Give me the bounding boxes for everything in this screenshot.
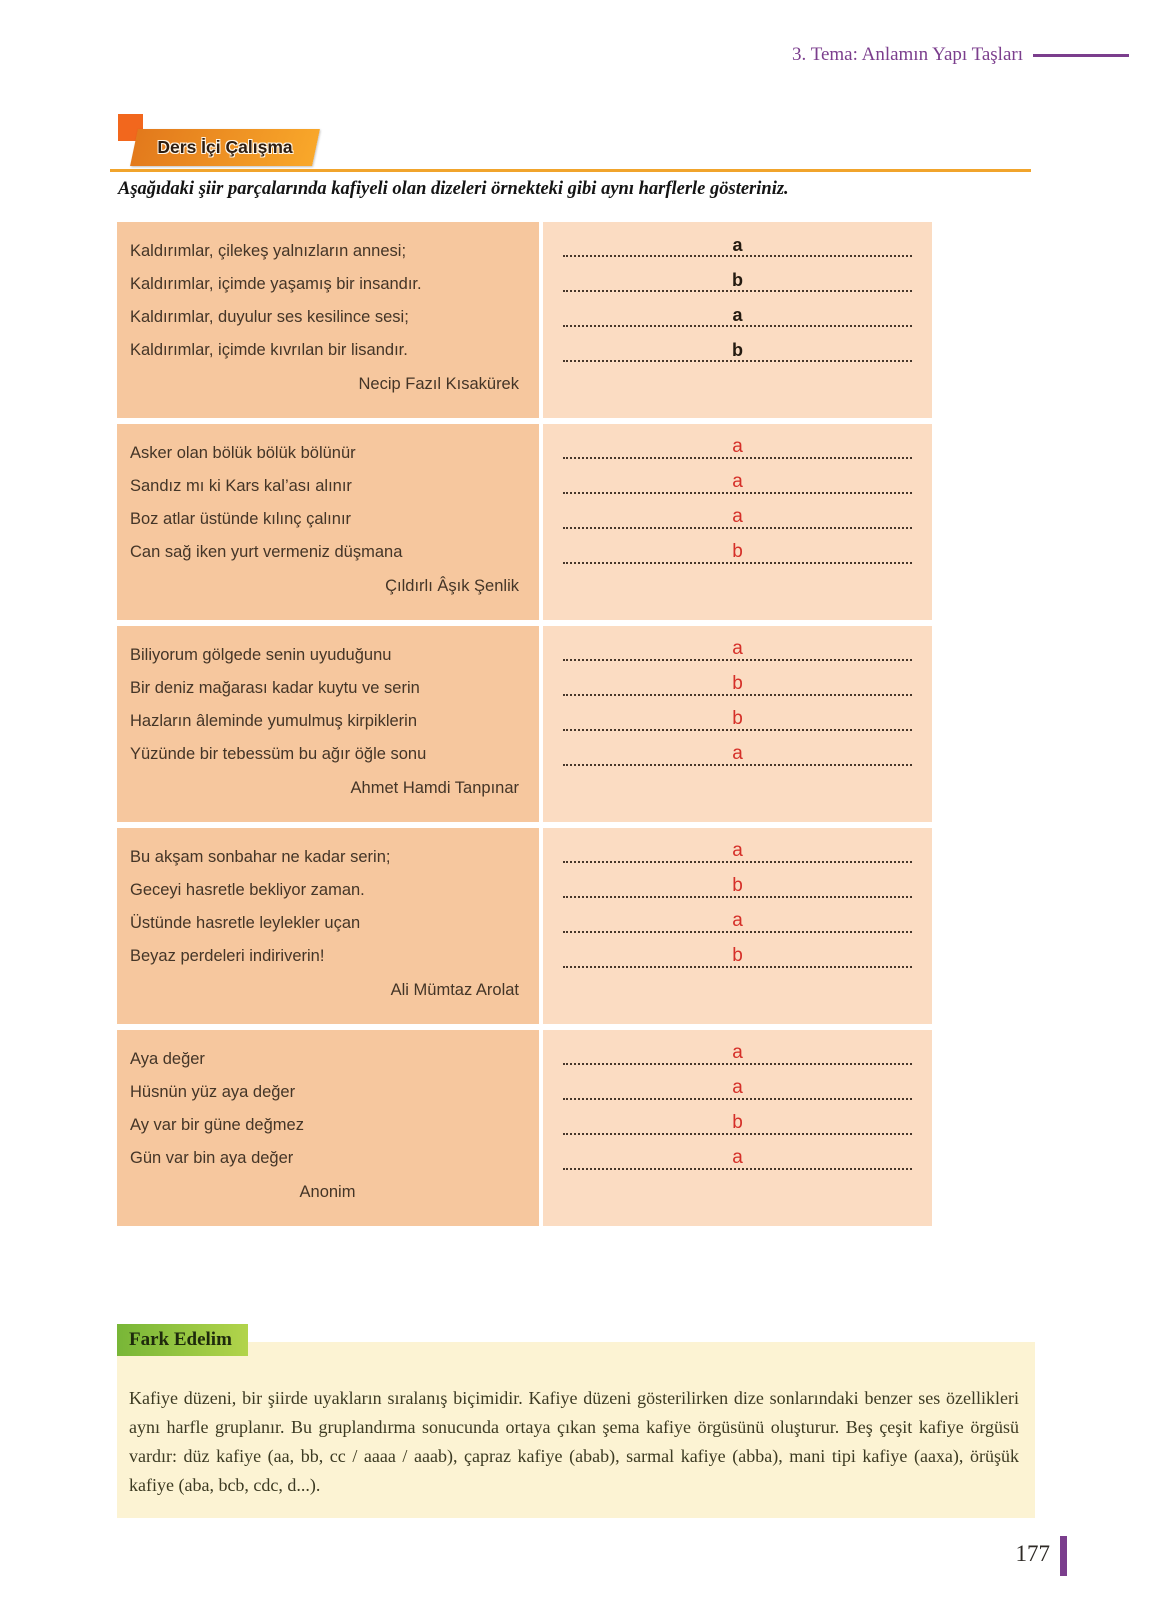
poem-text-cell xyxy=(117,1030,539,1226)
poem-line: Üstünde hasretle leylekler uçan xyxy=(130,914,361,932)
answer-slot xyxy=(563,731,912,766)
answer-letter: b xyxy=(732,1112,743,1133)
poem-text-cell xyxy=(117,828,539,1024)
answer-slot xyxy=(563,626,912,661)
answer-cell xyxy=(543,222,932,418)
answer-letter: a xyxy=(732,743,743,764)
answer-cell xyxy=(543,1030,932,1226)
answer-slot xyxy=(563,529,912,564)
answer-slot xyxy=(563,257,912,292)
poem-row xyxy=(117,828,932,1024)
note-box xyxy=(117,1342,1035,1518)
poem-author: Ali Mümtaz Arolat xyxy=(390,981,519,999)
poem-author: Anonim xyxy=(299,1183,356,1201)
answer-cell xyxy=(543,626,932,822)
poem-line: Aya değer xyxy=(130,1050,205,1068)
answer-letter: a xyxy=(732,305,743,325)
answer-slot xyxy=(563,1065,912,1100)
activity-tab-label: Ders İçi Çalışma xyxy=(157,137,293,157)
poem-row xyxy=(117,222,932,418)
answer-letter: a xyxy=(732,506,743,527)
poem-line: Bir deniz mağarası kadar kuytu ve serin xyxy=(130,679,420,697)
answer-letter: a xyxy=(732,436,743,457)
answer-letter: a xyxy=(732,840,743,861)
poem-line: Gün var bin aya değer xyxy=(130,1149,294,1167)
answer-slot xyxy=(563,222,912,257)
poem-author: Çıldırlı Âşık Şenlik xyxy=(385,577,519,595)
poem-text-cell xyxy=(117,424,539,620)
answer-letter: b xyxy=(732,708,743,729)
page-number: 177 xyxy=(1015,1541,1050,1566)
poem-table xyxy=(117,222,932,1226)
poem-line: Beyaz perdeleri indiriverin! xyxy=(130,947,325,965)
poem-row xyxy=(117,626,932,822)
instruction-text: Aşağıdaki şiir parçalarında kafiyeli olan dizeleri örnekteki gibi aynı harflerle gösteriniz. xyxy=(118,179,789,199)
note-label-text: Fark Edelim xyxy=(129,1329,232,1350)
answer-slot xyxy=(563,1100,912,1135)
answer-slot xyxy=(563,1135,912,1170)
poem-row xyxy=(117,1030,932,1226)
poem-line: Bu akşam sonbahar ne kadar serin; xyxy=(130,848,391,866)
answer-cell xyxy=(543,828,932,1024)
poem-row xyxy=(117,424,932,620)
note-label xyxy=(117,1324,248,1356)
answer-letter: b xyxy=(732,875,743,896)
answer-letter: b xyxy=(732,340,743,360)
poem-line: Kaldırımlar, içimde yaşamış bir insandır. xyxy=(130,275,422,293)
answer-letter: b xyxy=(732,270,743,290)
poem-line: Yüzünde bir tebessüm bu ağır öğle sonu xyxy=(130,745,427,763)
poem-line: Boz atlar üstünde kılınç çalınır xyxy=(130,510,352,528)
answer-slot xyxy=(563,696,912,731)
poem-line: Hazların âleminde yumulmuş kirpiklerin xyxy=(130,712,418,730)
poem-line: Geceyi hasretle bekliyor zaman. xyxy=(130,881,365,899)
poem-line: Ay var bir güne değmez xyxy=(130,1116,304,1134)
answer-letter: a xyxy=(732,638,743,659)
poem-line: Kaldırımlar, çilekeş yalnızların annesi; xyxy=(130,242,407,260)
answer-letter: a xyxy=(732,1147,743,1168)
header-rule xyxy=(1033,54,1129,57)
answer-letter: b xyxy=(732,673,743,694)
chapter-title: 3. Tema: Anlamın Yapı Taşları xyxy=(792,44,1023,65)
note-text: Kafiye düzeni, bir şiirde uyakların sıralanış biçimidir. Kafiye düzeni gösterilirken dize sonlarındaki benzer ses özellikleri aynı harfle gruplanır. Bu gruplandırma sonucunda ortaya çıkan şema kafiye örgüsünü oluşturur. Beş çeşit kafiye örgüsü vardır: düz kafiye (aa, bb, cc / aaaa / aaab), çapraz kafiye (abab), sarmal kafiye (abba), mani tipi kafiye (aaxa), örüşük kafiye (aba, bcb, cdc, d...). xyxy=(129,1388,1019,1495)
poem-author: Ahmet Hamdi Tanpınar xyxy=(350,779,519,797)
answer-slot xyxy=(563,327,912,362)
poem-text-cell xyxy=(117,222,539,418)
activity-tab xyxy=(130,129,320,166)
poem-line: Sandız mı ki Kars kal’ası alınır xyxy=(130,477,352,495)
page-number-bar xyxy=(1060,1536,1067,1576)
answer-slot xyxy=(563,292,912,327)
poem-author: Necip Fazıl Kısakürek xyxy=(358,375,519,393)
poem-line: Can sağ iken yurt vermeniz düşmana xyxy=(130,543,403,561)
poem-line: Hüsnün yüz aya değer xyxy=(130,1083,296,1101)
answer-slot xyxy=(563,661,912,696)
answer-slot xyxy=(563,933,912,968)
answer-letter: a xyxy=(732,1077,743,1098)
poem-line: Kaldırımlar, içimde kıvrılan bir lisandır. xyxy=(130,341,408,359)
page-header xyxy=(792,44,1129,66)
answer-letter: a xyxy=(732,1042,743,1063)
answer-letter: a xyxy=(732,471,743,492)
answer-letter: a xyxy=(732,235,743,255)
answer-slot xyxy=(563,459,912,494)
answer-slot xyxy=(563,424,912,459)
answer-slot xyxy=(563,863,912,898)
answer-letter: b xyxy=(732,945,743,966)
poem-line: Biliyorum gölgede senin uyuduğunu xyxy=(130,646,392,664)
tab-rule xyxy=(110,169,1031,172)
answer-slot xyxy=(563,828,912,863)
answer-slot xyxy=(563,494,912,529)
answer-letter: b xyxy=(732,541,743,562)
answer-slot xyxy=(563,898,912,933)
poem-text-cell xyxy=(117,626,539,822)
answer-letter: a xyxy=(732,910,743,931)
poem-line: Asker olan bölük bölük bölünür xyxy=(130,444,356,462)
poem-line: Kaldırımlar, duyulur ses kesilince sesi; xyxy=(130,308,409,326)
answer-slot xyxy=(563,1030,912,1065)
answer-cell xyxy=(543,424,932,620)
